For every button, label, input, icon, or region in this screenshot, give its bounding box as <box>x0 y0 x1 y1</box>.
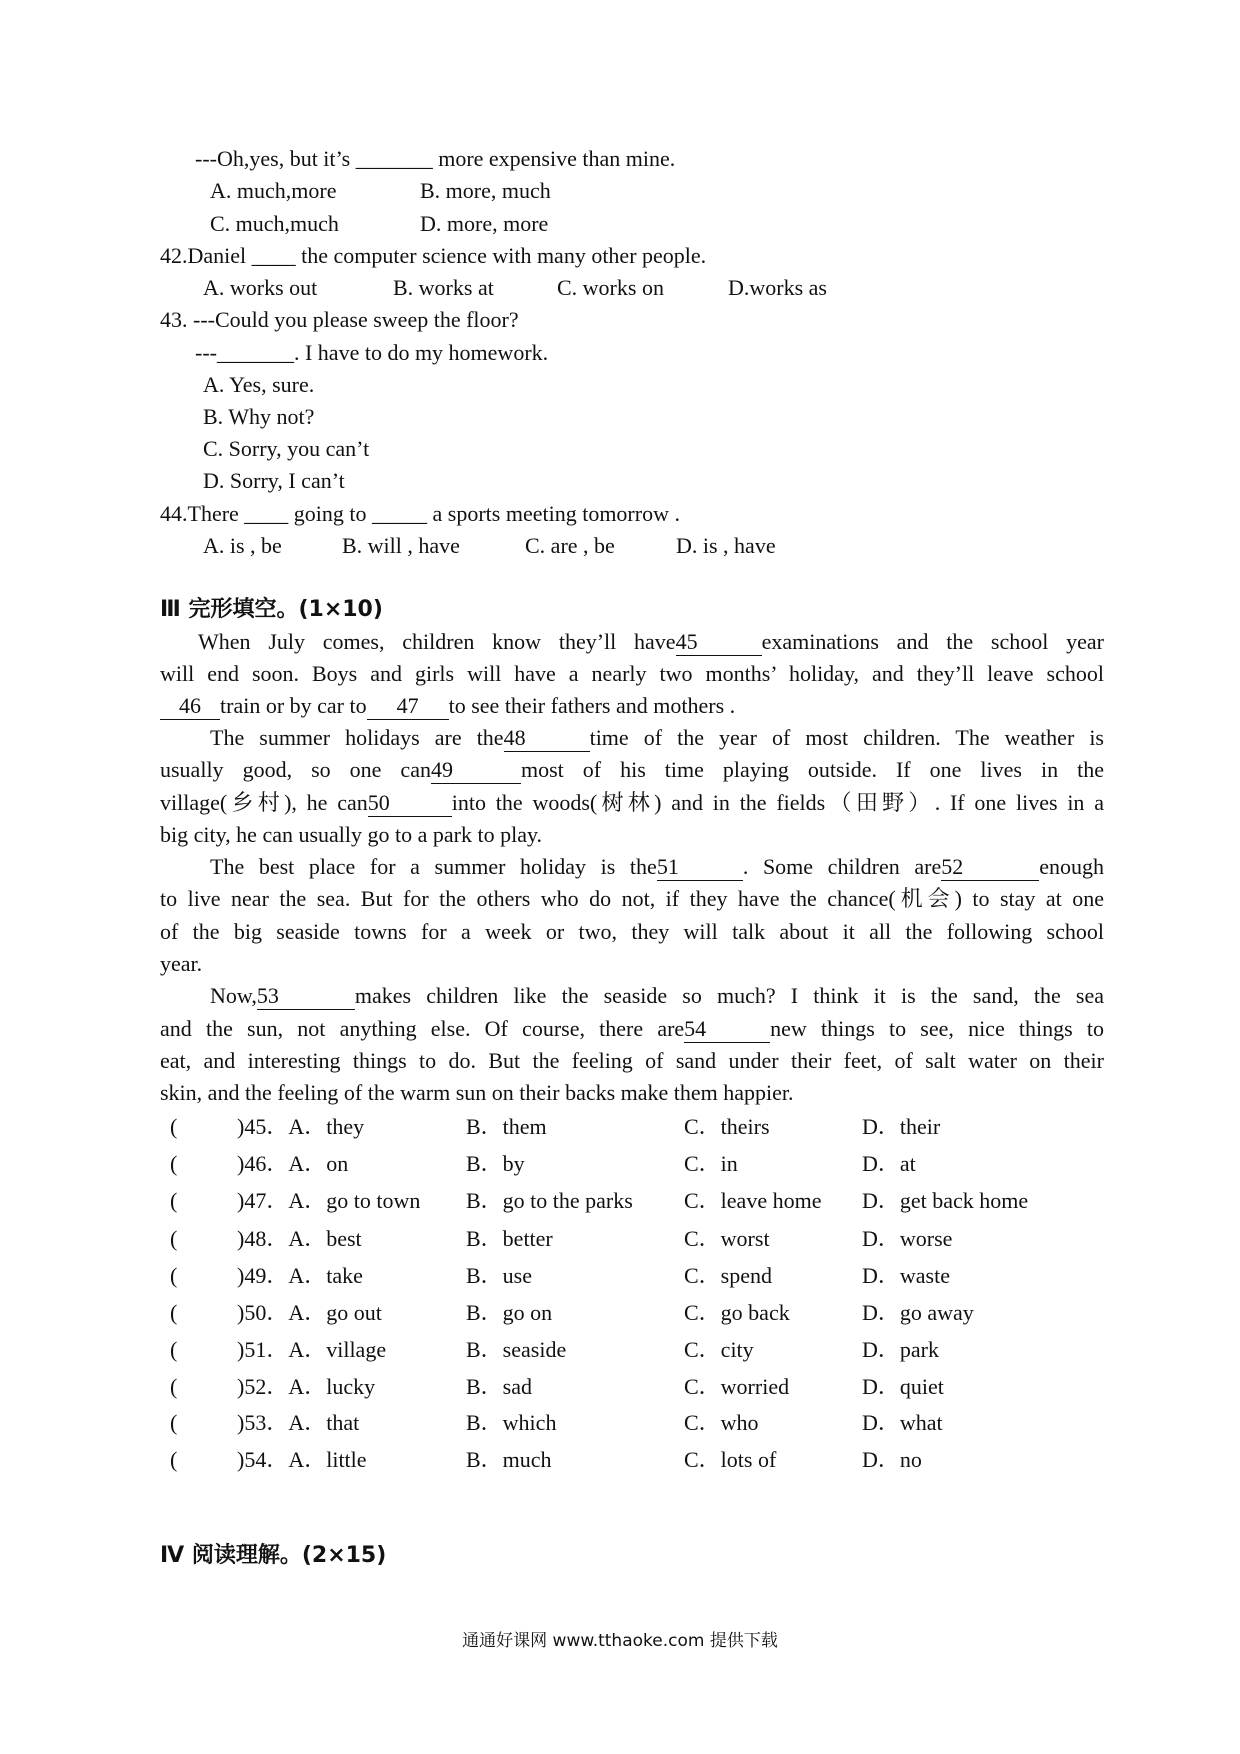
passage-line-4: The summer holidays are the48 time of the year of most children. The weather is <box>210 725 1104 750</box>
passage-line-15: skin, and the feeling of the warm sun on their backs make them happier. <box>160 1080 794 1105</box>
blank-46: 46 <box>160 693 220 720</box>
passage-line-6: village(乡村), he can50 into the woods(树林) and in the fields（田野）. If one lives in a <box>160 790 1104 815</box>
passage-line-2: will end soon. Boys and girls will have a nearly two months’ holiday, and they’ll leave school <box>160 661 1104 686</box>
passage-line-10: of the big seaside towns for a week or two, they will talk about it all the following school <box>160 919 1104 944</box>
q44-option-c: C. are , be <box>525 533 615 558</box>
q44-option-d: D. is , have <box>676 533 776 558</box>
blank-51: 51 <box>657 854 743 881</box>
blank-45: 45 <box>676 629 762 656</box>
q42-option-b: B. works at <box>393 275 494 300</box>
q42-option-a: A. works out <box>203 275 318 300</box>
q44-stem: 44.There ____ going to _____ a sports meeting tomorrow . <box>160 501 680 526</box>
q41-option-c: C. much,much <box>210 211 339 236</box>
passage-line-12: Now,53 makes children like the seaside so much? I think it is the sand, the sea <box>210 983 1104 1008</box>
q43-reply: ---_______. I have to do my homework. <box>195 340 549 365</box>
q44-option-a: A. is , be <box>203 533 282 558</box>
blank-53: 53 <box>257 983 355 1010</box>
q41-option-d: D. more, more <box>420 211 549 236</box>
blank-52: 52 <box>941 854 1039 881</box>
passage-line-14: eat, and interesting things to do. But the feeling of sand under their feet, of salt water on their <box>160 1048 1104 1073</box>
passage-line-8: The best place for a summer holiday is the51 . Some children are52 enough <box>210 854 1104 879</box>
q42-option-c: C. works on <box>557 275 664 300</box>
q41-option-a: A. much,more <box>210 178 337 203</box>
q42-stem: 42.Daniel ____ the computer science with many other people. <box>160 243 707 268</box>
passage-line-9: to live near the sea. But for the others who do not, if they have the chance(机会) to stay at one <box>160 886 1104 911</box>
section-3-title: Ⅲ 完形填空。(1×10) <box>160 597 383 622</box>
q42-option-d: D.works as <box>728 275 827 300</box>
q43-stem: 43. ---Could you please sweep the floor? <box>160 307 519 332</box>
q41-option-b: B. more, much <box>420 178 551 203</box>
blank-48: 48 <box>504 725 590 752</box>
passage-line-7: big city, he can usually go to a park to play. <box>160 822 543 847</box>
q41-line: ---Oh,yes, but it’s _______ more expensive than mine. <box>195 146 676 171</box>
q43-option-a: A. Yes, sure. <box>203 372 315 397</box>
q43-option-d: D. Sorry, I can’t <box>203 468 345 493</box>
blank-47: 47 <box>367 693 449 720</box>
q44-option-b: B. will , have <box>342 533 460 558</box>
blank-49: 49 <box>431 757 521 784</box>
blank-54: 54 <box>684 1016 770 1043</box>
passage-line-5: usually good, so one can49 most of his time playing outside. If one lives in the <box>160 757 1104 782</box>
blank-50: 50 <box>368 790 452 817</box>
section-4-title: Ⅳ 阅读理解。(2×15) <box>160 1543 387 1568</box>
passage-line-11: year. <box>160 951 203 976</box>
passage-line-1: When July comes, children know they’ll have45 examinations and the school year <box>198 629 1104 654</box>
passage-line-13: and the sun, not anything else. Of course, there are54 new things to see, nice things to <box>160 1016 1104 1041</box>
q43-option-c: C. Sorry, you can’t <box>203 436 370 461</box>
q43-option-b: B. Why not? <box>203 404 315 429</box>
passage-line-3: 46 train or by car to 47 to see their fathers and mothers . <box>160 691 735 721</box>
page-footer: 通通好课网 www.tthaoke.com 提供下载 <box>462 1631 778 1651</box>
